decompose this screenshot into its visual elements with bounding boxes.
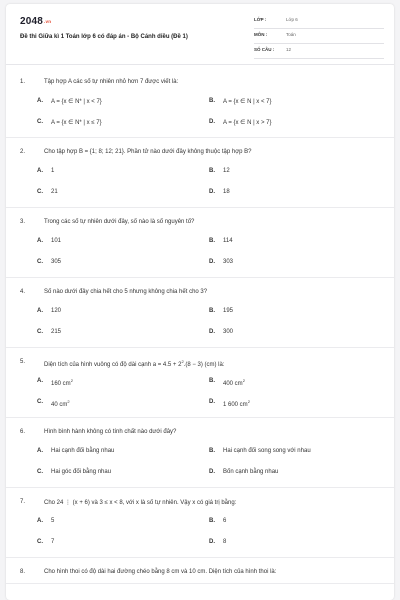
question-text: Hình bình hành không có tính chất nào dưới đây? (44, 429, 177, 435)
meta-label-class: LỚP : (254, 17, 267, 22)
option-letter: A. (37, 98, 43, 104)
option-text: 21 (51, 189, 58, 195)
option-letter: D. (209, 119, 215, 125)
option-text: Hai cạnh đối bằng nhau (51, 448, 115, 454)
question-number: 7. (20, 499, 26, 505)
meta-row-class (254, 14, 384, 29)
question-number: 6. (20, 429, 26, 435)
option-text (223, 399, 250, 408)
question-3-head (6, 219, 394, 233)
option-letter: B. (209, 308, 215, 314)
option-text: 1 (51, 168, 55, 174)
question-3 (6, 208, 394, 278)
option-letter: A. (37, 518, 43, 524)
option-value: 400 cm (223, 381, 243, 387)
option-letter: C. (37, 399, 43, 405)
question-4-options (6, 303, 394, 347)
question-2 (6, 138, 394, 208)
option-letter: D. (209, 259, 215, 265)
option-text: 114 (223, 238, 233, 244)
option-value: 160 cm (51, 381, 71, 387)
exam-page (6, 4, 394, 600)
option-text: 101 (51, 238, 62, 244)
meta-value-subject: Toán (286, 32, 296, 37)
option-letter: B. (209, 378, 215, 384)
question-7-head (6, 499, 394, 513)
question-text: Tập hợp A các số tự nhiên nhỏ hơn 7 được viết là: (44, 79, 179, 85)
meta-row-question-count (254, 44, 384, 59)
option-letter: A. (37, 308, 43, 314)
header-divider (6, 64, 394, 65)
question-text: Trong các số tự nhiên dưới đây, số nào là số nguyên tố? (44, 219, 195, 225)
option-text: 18 (223, 189, 230, 195)
question-text: Số nào dưới đây chia hết cho 5 nhưng không chia hết cho 3? (44, 289, 208, 295)
meta-value-question-count: 12 (286, 47, 292, 52)
option-text: 6 (223, 518, 227, 524)
exponent: 2 (70, 378, 73, 383)
meta-value-class: Lớp 6 (286, 17, 298, 22)
exponent: 2 (181, 359, 184, 364)
question-1-head (6, 79, 394, 93)
option-letter: B. (209, 448, 215, 454)
option-text: 120 (51, 308, 62, 314)
question-text-part: Diện tích của hình vuông có độ dài cạnh a = 4.5 + 2 (44, 362, 182, 368)
question-6 (6, 418, 394, 488)
option-text: 8 (223, 539, 227, 545)
meta-row-subject (254, 29, 384, 44)
option-letter: D. (209, 189, 215, 195)
exam-title: Đề thi Giữa kì 1 Toán lớp 6 có đáp án - Bộ Cánh diều (Đề 1) (20, 34, 188, 40)
option-letter: D. (209, 329, 215, 335)
question-5-options (6, 373, 394, 417)
option-text: Hai góc đối bằng nhau (51, 469, 112, 475)
option-text (51, 399, 70, 408)
exam-meta (254, 14, 384, 59)
option-text: A = {x ∈ N | x < 7} (223, 99, 272, 105)
option-text (223, 378, 245, 387)
question-5 (6, 348, 394, 418)
meta-label-subject: MÔN : (254, 32, 268, 37)
option-letter: B. (209, 238, 215, 244)
question-number: 3. (20, 219, 26, 225)
option-text: A = {x ∈ N | x > 7} (223, 120, 272, 126)
question-text (44, 359, 384, 368)
question-2-head (6, 149, 394, 163)
option-text: 305 (51, 259, 62, 265)
option-letter: B. (209, 518, 215, 524)
option-letter: C. (37, 539, 43, 545)
option-letter: C. (37, 189, 43, 195)
option-letter: D. (209, 469, 215, 475)
option-letter: D. (209, 539, 215, 545)
question-4 (6, 278, 394, 348)
meta-label-question-count: SỐ CÂU : (254, 47, 275, 52)
question-5-head (6, 359, 394, 373)
option-letter: B. (209, 98, 215, 104)
option-value: 1 600 cm (223, 402, 248, 408)
option-value: 40 cm (51, 402, 68, 408)
question-text-part: .(8 − 3) (cm) là: (183, 362, 225, 368)
option-text: 195 (223, 308, 234, 314)
question-6-options (6, 443, 394, 487)
site-logo[interactable] (20, 16, 51, 27)
option-letter: A. (37, 378, 43, 384)
question-7-options (6, 513, 394, 557)
exam-header (6, 4, 394, 62)
option-letter: C. (37, 329, 43, 335)
exponent: 2 (247, 399, 250, 404)
question-2-options (6, 163, 394, 207)
question-3-options (6, 233, 394, 277)
question-number: 2. (20, 149, 26, 155)
option-letter: C. (37, 259, 43, 265)
exponent: 2 (67, 399, 70, 404)
option-letter: C. (37, 469, 43, 475)
question-number: 1. (20, 79, 26, 85)
option-text (51, 378, 73, 387)
question-8 (6, 558, 394, 584)
option-text: Bốn cạnh bằng nhau (223, 469, 279, 475)
question-number: 4. (20, 289, 26, 295)
option-text: 300 (223, 329, 234, 335)
option-text: 5 (51, 518, 55, 524)
option-letter: C. (37, 119, 43, 125)
question-number: 5. (20, 359, 26, 365)
question-list (6, 68, 394, 584)
option-text: 215 (51, 329, 62, 335)
question-text: Cho 24 ⋮ (x + 6) và 3 ≤ x < 8, với x là số tự nhiên. Vậy x có giá trị bằng: (44, 500, 237, 506)
question-4-head (6, 289, 394, 303)
question-7 (6, 488, 394, 558)
logo-suffix-text: .vn (44, 19, 52, 24)
option-text: 7 (51, 539, 55, 545)
option-letter: A. (37, 238, 43, 244)
question-1-options (6, 93, 394, 137)
option-letter: B. (209, 168, 215, 174)
option-text: A = {x ∈ N* | x < 7} (51, 99, 102, 105)
option-letter: D. (209, 399, 215, 405)
option-text: Hai cạnh đối song song với nhau (223, 448, 311, 454)
option-text: 12 (223, 168, 230, 174)
question-text: Cho hình thoi có độ dài hai đường chéo bằng 8 cm và 10 cm. Diện tích của hình thoi là: (44, 569, 277, 575)
logo-main-text: 2048 (20, 16, 44, 27)
option-letter: A. (37, 168, 43, 174)
option-text: 303 (223, 259, 234, 265)
question-number: 8. (20, 569, 26, 575)
question-1 (6, 68, 394, 138)
question-6-head (6, 429, 394, 443)
option-text: A = {x ∈ N* | x ≤ 7} (51, 120, 102, 126)
question-8-head (6, 569, 394, 583)
option-letter: A. (37, 448, 43, 454)
exponent: 2 (242, 378, 245, 383)
question-text: Cho tập hợp B = {1; 8; 12; 21}. Phần tử nào dưới đây không thuộc tập hợp B? (44, 149, 252, 155)
